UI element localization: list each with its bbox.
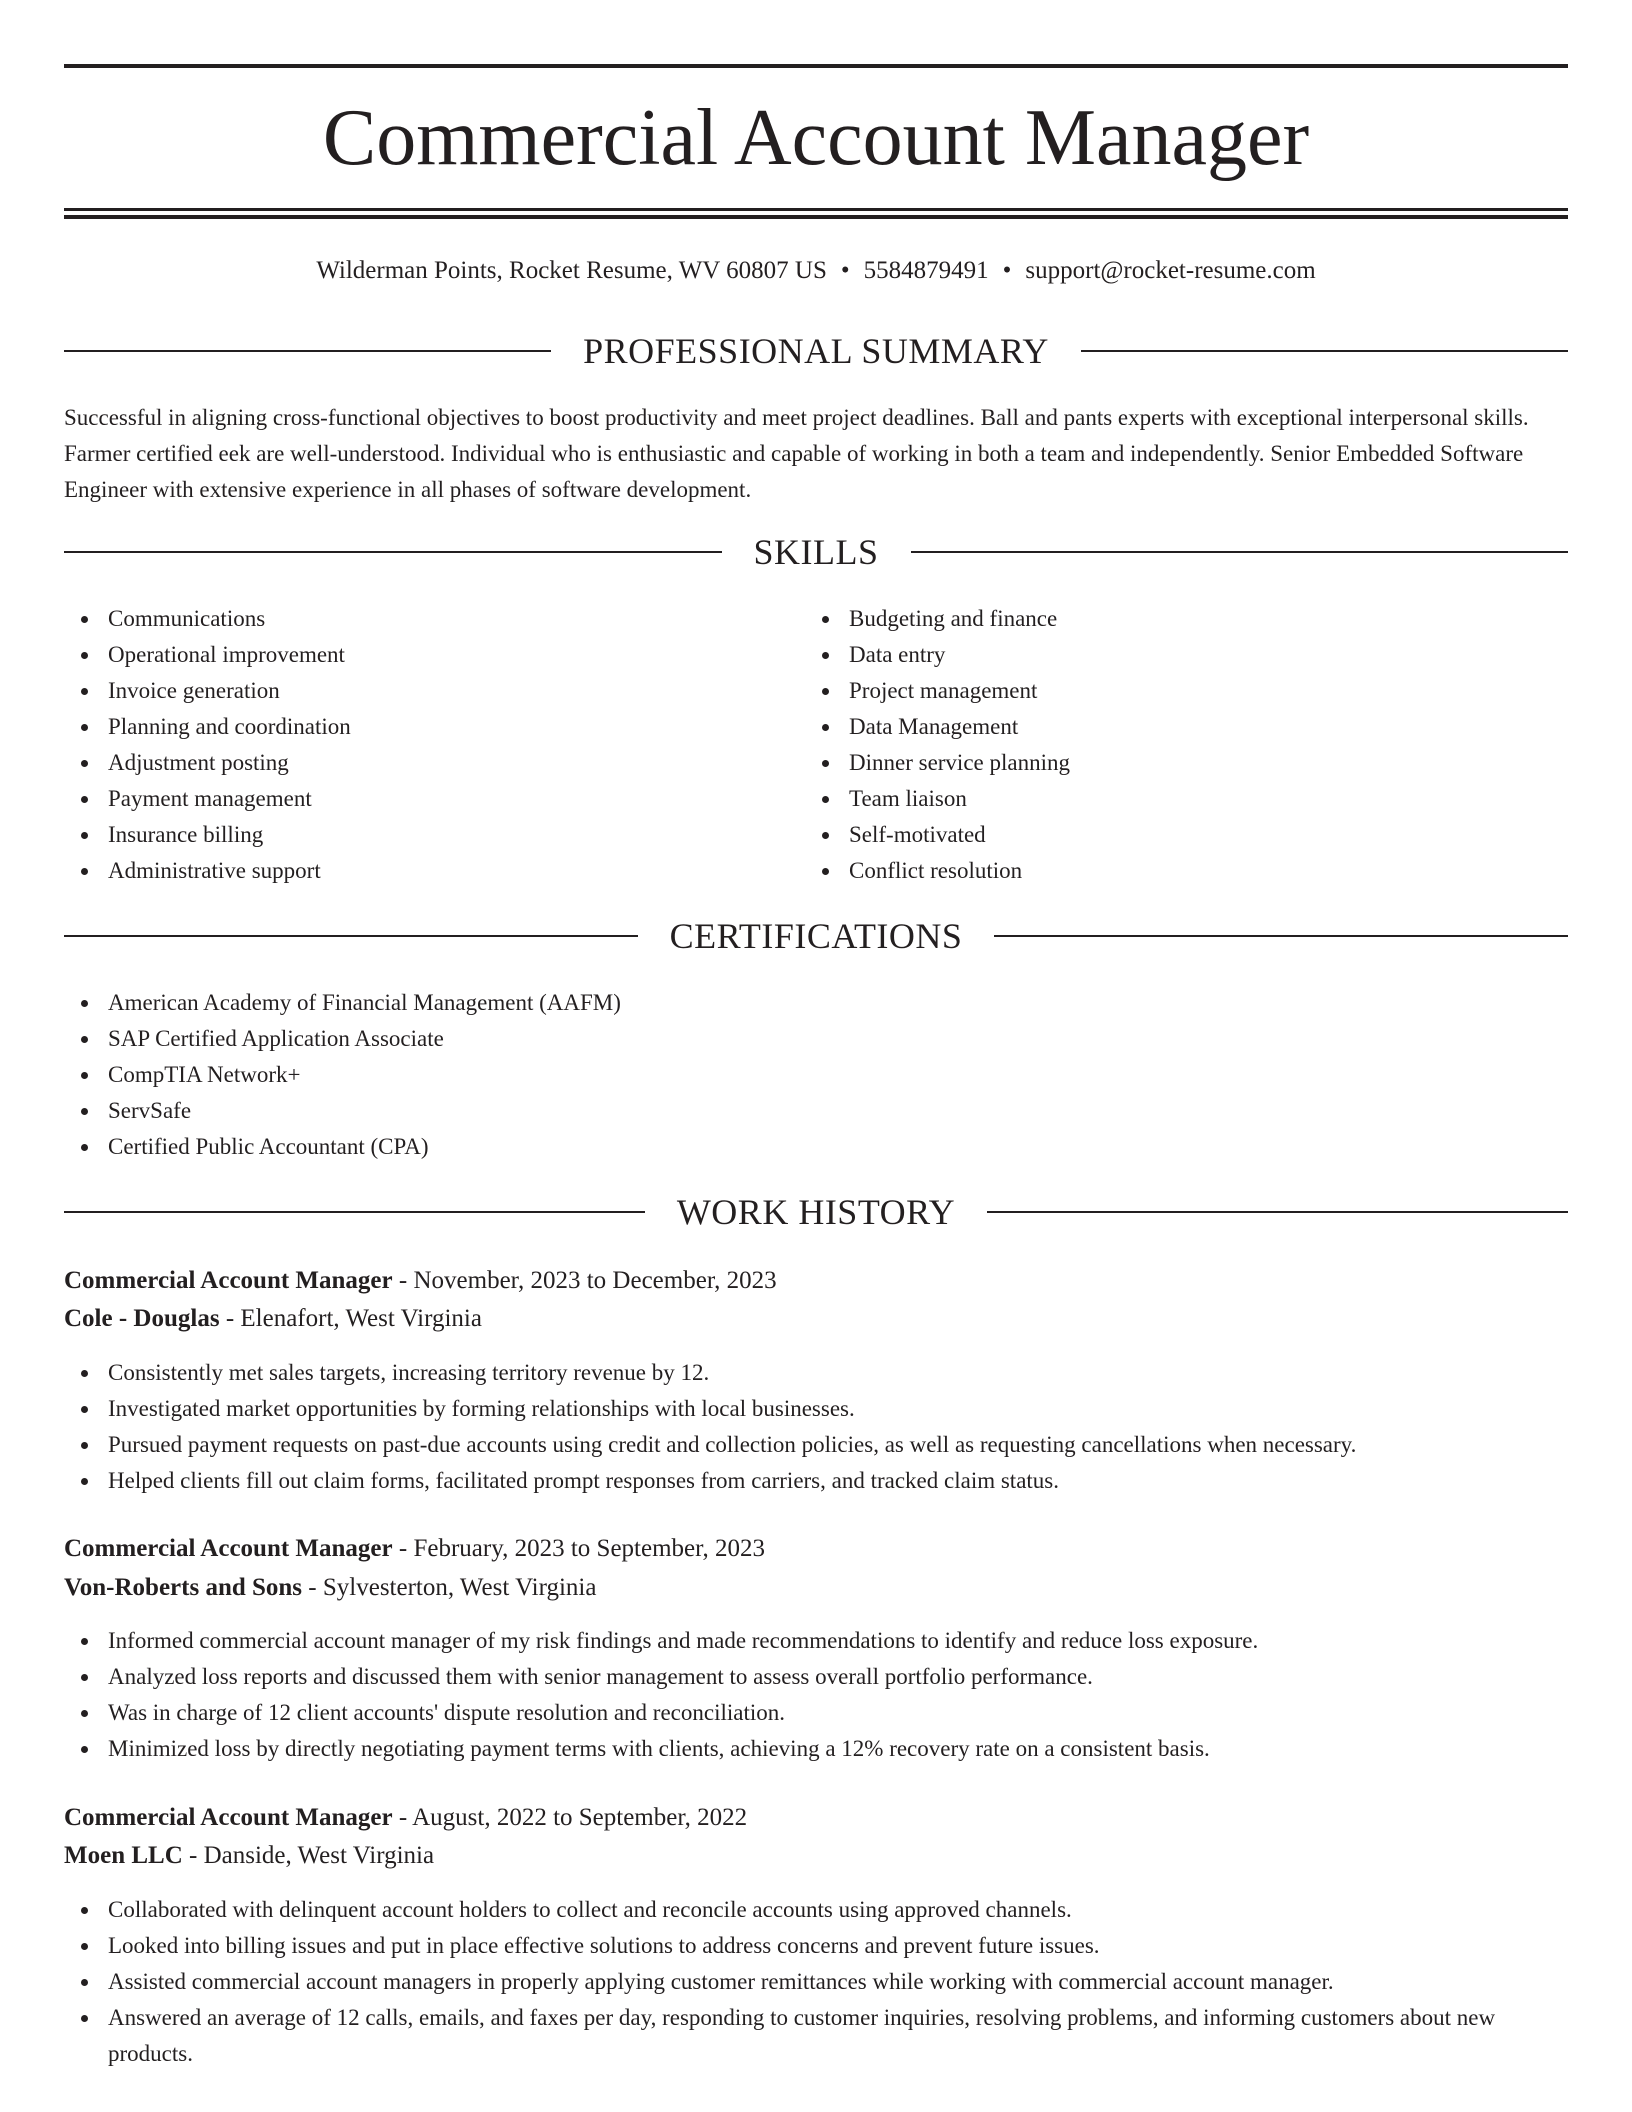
job-dash: - xyxy=(392,1535,414,1562)
job-bullet: Consistently met sales targets, increasing territory revenue by 12. xyxy=(64,1355,1568,1391)
work-title: WORK HISTORY xyxy=(676,1192,956,1232)
heading-rule-left xyxy=(64,935,638,937)
job-dates: August, 2022 to September, 2022 xyxy=(412,1804,748,1831)
title-rule-upper xyxy=(64,208,1568,211)
heading-rule-right xyxy=(987,1211,1568,1213)
heading-rule-left xyxy=(64,350,551,352)
job-bullet: Helped clients fill out claim forms, facilitated prompt responses from carriers, and tracked claim status. xyxy=(64,1463,1568,1499)
skill-item: Adjustment posting xyxy=(64,745,804,781)
job-bullets xyxy=(64,1623,1568,1767)
skill-item: Data entry xyxy=(805,637,1565,673)
contact-address: Wilderman Points, Rocket Resume, WV 60807 US xyxy=(316,257,827,284)
certification-item: American Academy of Financial Management (AAFM) xyxy=(64,985,1568,1021)
job-dash: - xyxy=(302,1574,323,1601)
job-location: Sylvesterton, West Virginia xyxy=(322,1574,597,1601)
skill-item: Data Management xyxy=(805,709,1565,745)
summary-title: PROFESSIONAL SUMMARY xyxy=(583,331,1049,371)
skill-item: Budgeting and finance xyxy=(805,601,1565,637)
heading-rule-right xyxy=(994,935,1568,937)
job-role: Commercial Account Manager xyxy=(64,1804,393,1831)
certification-item: SAP Certified Application Associate xyxy=(64,1021,1568,1057)
heading-rule-left xyxy=(64,1211,645,1213)
heading-rule-right xyxy=(911,551,1569,553)
skill-item: Operational improvement xyxy=(64,637,804,673)
job-bullets xyxy=(64,1892,1568,2072)
job-company: Moen LLC xyxy=(64,1842,183,1869)
skill-item: Planning and coordination xyxy=(64,709,804,745)
job-company: Cole - Douglas xyxy=(64,1305,220,1332)
certification-item: ServSafe xyxy=(64,1093,1568,1129)
job-dates: November, 2023 to December, 2023 xyxy=(413,1267,777,1294)
summary-heading xyxy=(64,330,1568,372)
job-bullet: Informed commercial account manager of my risk findings and made recommendations to identify and reduce loss exposure. xyxy=(64,1623,1568,1659)
job-location: Danside, West Virginia xyxy=(203,1842,435,1869)
skill-item: Project management xyxy=(805,673,1565,709)
skills-list-right xyxy=(805,601,1565,889)
contact-separator: • xyxy=(840,257,850,284)
job-dash: - xyxy=(219,1305,241,1332)
job-company-line xyxy=(64,1300,1568,1338)
certifications-list xyxy=(64,985,1568,1165)
job-bullet: Looked into billing issues and put in place effective solutions to address concerns and prevent future issues. xyxy=(64,1928,1568,1964)
skill-item: Conflict resolution xyxy=(805,853,1565,889)
job-dates: February, 2023 to September, 2023 xyxy=(413,1535,765,1562)
job-title-line xyxy=(64,1530,1568,1568)
certification-item: Certified Public Accountant (CPA) xyxy=(64,1129,1568,1165)
certification-item: CompTIA Network+ xyxy=(64,1057,1568,1093)
skill-item: Self-motivated xyxy=(805,817,1565,853)
job-location: Elenafort, West Virginia xyxy=(240,1305,482,1332)
job-role: Commercial Account Manager xyxy=(64,1267,393,1294)
job-company-line xyxy=(64,1837,1568,1875)
skills-title: SKILLS xyxy=(753,532,879,572)
top-rule xyxy=(64,64,1568,68)
certifications-heading xyxy=(64,915,1568,957)
contact-phone: 5584879491 xyxy=(863,257,989,284)
job-bullet: Assisted commercial account managers in properly applying customer remittances while working with commercial account manager. xyxy=(64,1964,1568,2000)
skills-list-left xyxy=(64,601,804,889)
skill-item: Dinner service planning xyxy=(805,745,1565,781)
skills-heading xyxy=(64,531,1568,573)
heading-rule-left xyxy=(64,551,722,553)
job-bullet: Pursued payment requests on past-due accounts using credit and collection policies, as well as requesting cancellations when necessary. xyxy=(64,1427,1568,1463)
contact-email: support@rocket-resume.com xyxy=(1025,257,1316,284)
job-title-line xyxy=(64,1262,1568,1300)
job-bullet: Collaborated with delinquent account holders to collect and reconcile accounts using approved channels. xyxy=(64,1892,1568,1928)
job-dash: - xyxy=(182,1842,204,1869)
skill-item: Team liaison xyxy=(805,781,1565,817)
job-bullet: Minimized loss by directly negotiating payment terms with clients, achieving a 12% recovery rate on a consistent basis. xyxy=(64,1731,1568,1767)
contact-line xyxy=(64,256,1568,286)
job-bullet: Analyzed loss reports and discussed them with senior management to assess overall portfolio performance. xyxy=(64,1659,1568,1695)
skill-item: Insurance billing xyxy=(64,817,804,853)
job-dash: - xyxy=(392,1804,413,1831)
summary-text: Successful in aligning cross-functional objectives to boost productivity and meet project deadlines. Ball and pants experts with exceptional interpersonal skills. Farmer certified eek are well-understood. Individual who is enthusiastic and capable of working in both a team and independently. Senior Embedded Software Engineer with extensive experience in all phases of software development. xyxy=(64,405,1529,502)
certifications-title: CERTIFICATIONS xyxy=(669,916,963,956)
resume-title: Commercial Account Manager xyxy=(322,94,1310,182)
job-bullet: Answered an average of 12 calls, emails, and faxes per day, responding to customer inquiries, resolving problems, and informing customers about new products. xyxy=(64,2000,1568,2072)
job-title-line xyxy=(64,1799,1568,1837)
title-rule-lower xyxy=(64,215,1568,219)
job-role: Commercial Account Manager xyxy=(64,1535,393,1562)
job-bullet: Investigated market opportunities by forming relationships with local businesses. xyxy=(64,1391,1568,1427)
job-company: Von-Roberts and Sons xyxy=(64,1574,303,1601)
job-bullet: Was in charge of 12 client accounts' dispute resolution and reconciliation. xyxy=(64,1695,1568,1731)
skill-item: Invoice generation xyxy=(64,673,804,709)
heading-rule-right xyxy=(1081,350,1568,352)
skill-item: Communications xyxy=(64,601,804,637)
job-dash: - xyxy=(392,1267,414,1294)
job-bullets xyxy=(64,1355,1568,1499)
skill-item: Payment management xyxy=(64,781,804,817)
job-company-line xyxy=(64,1569,1568,1607)
contact-separator: • xyxy=(1002,257,1012,284)
work-heading xyxy=(64,1191,1568,1233)
skill-item: Administrative support xyxy=(64,853,804,889)
